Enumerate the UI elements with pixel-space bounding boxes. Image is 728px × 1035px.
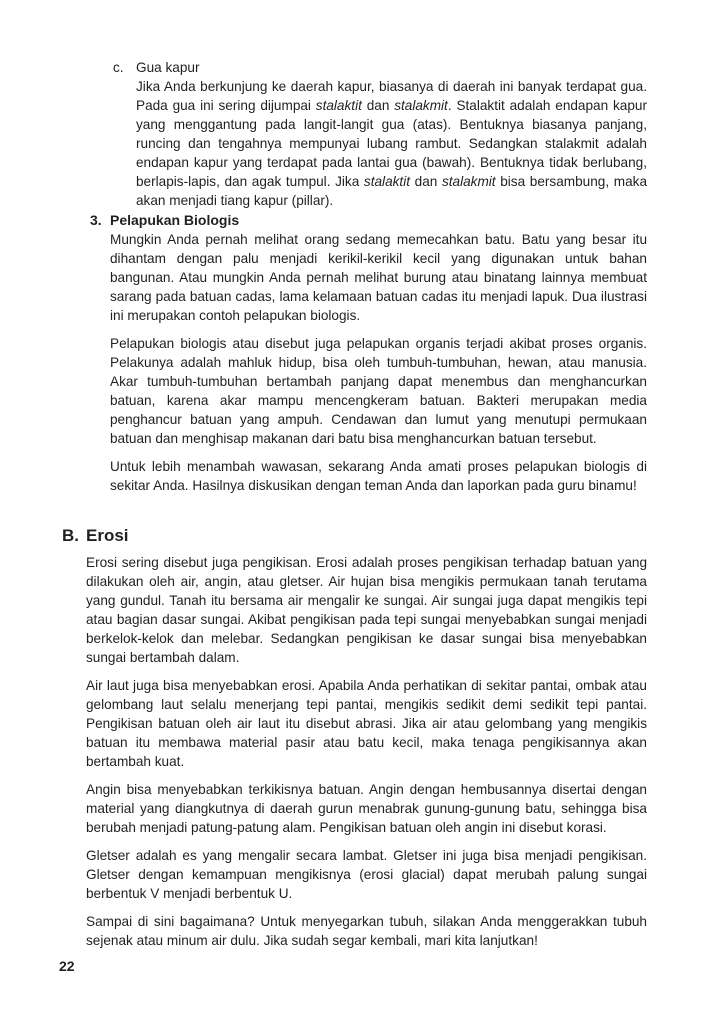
subsection-body: [110, 230, 647, 495]
gua-kapur-text-4: dan: [410, 174, 442, 189]
paragraph: Erosi sering disebut juga pengikisan. Erosi adalah proses pengikisan terhadap batuan yang dilakukan oleh air, angin, atau gletser. Air hujan bisa mengikis permukaan tanah terutama yang gundul. Tanah itu bersama air mengalir ke sungai. Air sungai juga dapat mengikis tepi atau bagian dasar sungai. Akibat pengikisan pada tepi sungai menyebabkan sungai menjadi berkelok-kelok dan melebar. Sedangkan pengikisan ke dasar sungai bisa menyebabkan sungai bertambah dalam.: [86, 555, 647, 665]
gua-kapur-text-5: bisa bersambung, maka akan menjadi tiang kapur (pillar).: [136, 174, 647, 208]
paragraph: Angin bisa menyebabkan terkikisnya batuan. Angin dengan hembusannya disertai dengan material yang diangkutnya di daerah gurun menabrak gunung-gunung batu, sehingga bisa berubah menjadi patung-patung alam. Pengikisan batuan oleh angin ini disebut korasi.: [86, 782, 647, 835]
paragraph: Pelapukan biologis atau disebut juga pelapukan organis terjadi akibat proses organis. Pelakunya adalah mahluk hidup, bisa oleh tumbuh-tumbuhan, hewan, atau manusia. Akar tumbuh-tumbuhan bertambah panjang dapat menembus dan menghancurkan batuan, karena akar mampu mencengkeram batuan. Bakteri merupakan media penghancur batuan yang ampuh. Cendawan dan lumut yang menutupi permukaan batuan dan menghisap makanan dari batu bisa menghancurkan batuan tersebut.: [110, 336, 647, 446]
paragraph: Air laut juga bisa menyebabkan erosi. Apabila Anda perhatikan di sekitar pantai, ombak atau gelombang laut selalu menerjang tepi pantai, mengikis sedikit demi sedikit tepi pantai. Pengikisan batuan oleh air laut itu disebut abrasi. Jika air atau gelombang yang mengikis batuan itu membawa material pasir atau batu kecil, maka tenaga pengikisannya akan bertambah kuat.: [86, 678, 647, 769]
gua-kapur-text-1: Jika Anda berkunjung ke daerah kapur, biasanya di daerah ini banyak terdapat gua. Pada gua ini sering dijumpai: [136, 79, 647, 113]
term-stalakmit: stalakmit: [441, 174, 496, 189]
gua-kapur-paragraph: [136, 77, 647, 210]
section-body: [86, 553, 647, 950]
section-letter: B.: [62, 526, 79, 545]
gua-kapur-text-3: . Stalaktit adalah endapan kapur yang menggantung pada langit-langit gua (atas). Bentuknya biasanya panjang, runcing dan tengahnya mempunyai lubang rambut. Sedangkan stalakmit adalah endapan kapur yang terdapat pada lantai gua (bawah). Bentuknya tidak berlubang, berlapis-lapis, dan agak tumpul. Jika: [136, 98, 647, 189]
term-stalaktit: stalaktit: [315, 98, 362, 113]
subsection-number: 3.: [90, 212, 102, 228]
section-title: Erosi: [86, 526, 129, 545]
list-item-title: Gua kapur: [136, 60, 200, 75]
paragraph: Sampai di sini bagaimana? Untuk menyegarkan tubuh, silakan Anda menggerakkan tubuh sejenak atau minum air dulu. Jika sudah segar kembali, mari kita lanjutkan!: [86, 914, 647, 948]
paragraph: Gletser adalah es yang mengalir secara lambat. Gletser ini juga bisa menjadi pengikisan. Gletser dengan kemampuan mengikisnya (erosi glacial) dapat merubah palung sungai berbentuk V menjadi berbentuk U.: [86, 848, 647, 901]
subsection-title: Pelapukan Biologis: [110, 212, 240, 228]
gua-kapur-text-2: dan: [361, 98, 395, 113]
term-stalaktit: stalaktit: [363, 174, 411, 189]
list-item-label: c.: [113, 60, 124, 75]
page-number: 22: [59, 958, 75, 974]
paragraph: Untuk lebih menambah wawasan, sekarang Anda amati proses pelapukan biologis di sekitar Anda. Hasilnya diskusikan dengan teman Anda dan laporkan pada guru binamu!: [110, 459, 647, 493]
term-stalakmit: stalakmit: [394, 98, 448, 113]
paragraph: Mungkin Anda pernah melihat orang sedang memecahkan batu. Batu yang besar itu dihantam dengan palu menjadi kerikil-kerikil kecil yang digunakan untuk bahan bangunan. Atau mungkin Anda pernah melihat burung atau binatang lainnya membuat sarang pada batuan cadas, lama kelamaan batuan cadas itu menjadi lapuk. Dua ilustrasi ini merupakan contoh pelapukan biologis.: [110, 232, 647, 323]
